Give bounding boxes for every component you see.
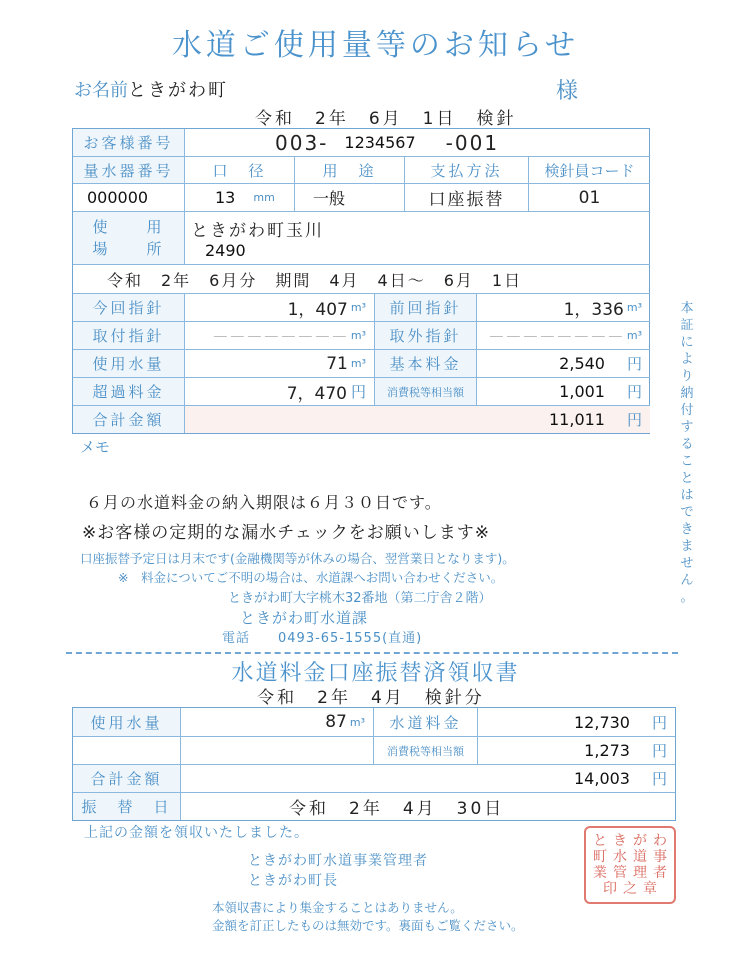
excess-fee <box>185 378 375 406</box>
receipt-table <box>72 707 676 821</box>
vertical-note-char: ま <box>680 539 694 554</box>
diameter-unit: mm <box>253 191 275 204</box>
usage-table <box>72 128 650 434</box>
meter-no-label: 量水器番号 <box>73 157 185 184</box>
receipt-total-value: 14,003 <box>574 769 630 788</box>
customer-no-suffix: -001 <box>445 130 500 155</box>
vertical-note-char: よ <box>680 352 694 367</box>
meter-no: 000000 <box>73 184 185 212</box>
tax-value: 1,001 <box>559 382 605 401</box>
prev-reading <box>477 294 650 322</box>
billing-period: 令和 2年 6月分 期間 4月 4日～ 6月 1日 <box>73 265 650 294</box>
tax-label: 消費税等相当額 <box>375 378 477 406</box>
water-fee-value: 12,730 <box>574 712 630 732</box>
receipt-usage <box>181 708 374 737</box>
manager-name: ときがわ町水道事業管理者 <box>248 853 428 869</box>
m3-unit: m³ <box>350 329 366 342</box>
vertical-note-char: 付 <box>680 403 694 418</box>
inquiry-notice: ※ 料金についてご不明の場合は、水道課へお問い合わせください。 <box>118 570 504 585</box>
receipt-total-label: 合計金額 <box>73 765 181 793</box>
receipt-tax <box>478 737 675 765</box>
m3-unit: m³ <box>350 301 366 314</box>
address: ときがわ町大字桃木32番地（第二庁舎２階） <box>228 591 492 606</box>
reading-date: 令和 2年 6月 1日 検針 <box>255 109 517 129</box>
receipt-title: 水道料金口座振替済領収書 <box>231 661 520 686</box>
install-reading-label: 取付指針 <box>73 322 185 350</box>
vertical-note-char: せ <box>680 556 694 571</box>
seal-char: 管 <box>613 865 627 881</box>
vertical-note-char: で <box>680 505 694 520</box>
yen-unit: 円 <box>651 713 667 732</box>
yen-unit: 円 <box>651 742 667 760</box>
customer-name: ときがわ町 <box>128 80 228 101</box>
usage-type: 一般 <box>295 184 405 212</box>
m3-unit: m³ <box>349 715 365 729</box>
vertical-note-char: 。 <box>680 590 694 605</box>
vertical-note-char: す <box>680 420 694 435</box>
receipt-blank-label <box>73 737 181 765</box>
customer-no-mid: 1234567 <box>344 133 416 152</box>
vertical-note-char: 本 <box>680 301 694 316</box>
prev-reading-value: 1，336 <box>563 300 624 320</box>
vertical-note-char: ん <box>680 573 694 588</box>
phone: 電話 0493-65-1555(直通) <box>222 631 423 646</box>
seal-char: 印 <box>603 881 617 897</box>
transfer-notice: 口座振替予定日は月末です(金融機関等が休みの場合、翌営業日となります)。 <box>80 551 515 566</box>
vertical-note <box>678 300 696 606</box>
base-fee-label: 基本料金 <box>375 350 477 378</box>
water-usage <box>185 350 375 378</box>
vertical-note-char: に <box>680 335 694 350</box>
seal-char: 章 <box>643 881 657 897</box>
usage-place-2: 2490 <box>205 241 246 260</box>
yen-unit: 円 <box>626 383 642 401</box>
vertical-note-char: き <box>680 522 694 537</box>
seal-char: わ <box>653 833 667 849</box>
footer-note-1: 本領収書により集金することはありません。 <box>212 900 463 915</box>
receipt-total <box>181 765 675 793</box>
seal-char: 者 <box>653 865 667 881</box>
customer-name-line <box>74 76 228 102</box>
prev-reading-label: 前回指針 <box>375 294 477 322</box>
cut-line <box>66 652 678 654</box>
transfer-date-label: 振 替 日 <box>73 793 181 820</box>
leak-check-notice: ※お客様の定期的な漏水チェックをお願いします※ <box>82 523 490 543</box>
water-usage-value: 71 <box>326 353 348 374</box>
honorific: 様 <box>556 79 579 104</box>
m3-unit: m³ <box>350 357 366 370</box>
usage-place-label-1: 使 用 <box>92 218 165 236</box>
seal-char: 道 <box>633 849 647 865</box>
diameter-label: 口 径 <box>185 157 295 184</box>
name-label: お名前 <box>74 80 128 101</box>
receipt-usage-label: 使用水量 <box>73 708 181 737</box>
deadline-notice: ６月の水道料金の納入期限は６月３０日です。 <box>86 493 442 512</box>
total-label: 合計金額 <box>73 406 185 433</box>
seal-char: 之 <box>623 881 637 897</box>
vertical-note-char: 証 <box>680 318 694 333</box>
seal-char: が <box>633 833 647 849</box>
receipt-usage-value: 87 <box>325 712 347 732</box>
water-fee-label: 水道料金 <box>374 708 478 737</box>
memo-label: メモ <box>80 438 111 456</box>
seal-char: 町 <box>593 849 607 865</box>
remove-reading-value: －－－－－－－－ <box>487 328 624 348</box>
m3-unit: m³ <box>626 301 642 314</box>
diameter-value: 13 <box>215 188 236 207</box>
tax <box>477 378 650 406</box>
yen-unit: 円 <box>626 355 642 373</box>
m3-unit: m³ <box>626 329 642 342</box>
usage-place-label-2: 場 所 <box>92 240 165 258</box>
yen-unit: 円 <box>651 770 667 788</box>
seal-char: き <box>613 833 627 849</box>
seal-char: 事 <box>653 849 667 865</box>
vertical-note-char: こ <box>680 454 694 469</box>
payment-label: 支払方法 <box>405 157 529 184</box>
receipt-blank <box>181 737 374 765</box>
vertical-note-char: 納 <box>680 386 694 401</box>
water-fee <box>478 708 675 737</box>
yen-unit: 円 <box>626 411 642 429</box>
vertical-note-char: は <box>680 488 694 503</box>
yen-unit: 円 <box>350 383 366 401</box>
diameter <box>185 184 295 212</box>
receipt-period: 令和 2年 4月 検針分 <box>257 688 485 708</box>
current-reading-label: 今回指針 <box>73 294 185 322</box>
usage-place-label <box>73 212 185 265</box>
customer-no <box>185 129 650 157</box>
payment-method: 口座振替 <box>405 184 529 212</box>
seal-char: 理 <box>633 865 647 881</box>
vertical-note-char: り <box>680 369 694 384</box>
received-statement: 上記の金額を領収いたしました。 <box>84 825 309 841</box>
seal-char: 業 <box>593 865 607 881</box>
excess-fee-label: 超過料金 <box>73 378 185 406</box>
customer-no-label: お客様番号 <box>73 129 185 157</box>
official-seal-stamp <box>584 826 676 904</box>
usage-type-label: 用 途 <box>295 157 405 184</box>
usage-place <box>185 212 650 265</box>
receipt-tax-label: 消費税等相当額 <box>374 737 478 765</box>
receipt-tax-value: 1,273 <box>584 741 630 760</box>
remove-reading-label: 取外指針 <box>375 322 477 350</box>
footer-note-2: 金額を訂正したものは無効です。裏面もご覧ください。 <box>212 918 524 933</box>
current-reading-value: 1，407 <box>287 300 348 320</box>
vertical-note-char: と <box>680 471 694 486</box>
customer-no-prefix: 003- <box>275 130 329 155</box>
department: ときがわ町水道課 <box>240 609 369 627</box>
install-reading-value: －－－－－－－－ <box>211 328 348 348</box>
seal-char: 水 <box>613 849 627 865</box>
excess-fee-value: 7，470 <box>286 384 347 404</box>
remove-reading <box>477 322 650 350</box>
total-amount-value: 11,011 <box>549 410 605 429</box>
mayor-name: ときがわ町長 <box>248 873 338 889</box>
reader-code: 01 <box>529 184 650 212</box>
water-usage-label: 使用水量 <box>73 350 185 378</box>
document-title: 水道ご使用量等のお知らせ <box>171 28 580 63</box>
reader-code-label: 検針員コード <box>529 157 650 184</box>
current-reading <box>185 294 375 322</box>
base-fee-value: 2,540 <box>559 354 605 373</box>
base-fee <box>477 350 650 378</box>
usage-place-1: ときがわ町玉川 <box>191 221 324 241</box>
install-reading <box>185 322 375 350</box>
vertical-note-char: る <box>680 437 694 452</box>
seal-char: と <box>593 833 607 849</box>
total-amount <box>185 406 650 433</box>
transfer-date: 令和 2年 4月 30日 <box>289 799 505 819</box>
